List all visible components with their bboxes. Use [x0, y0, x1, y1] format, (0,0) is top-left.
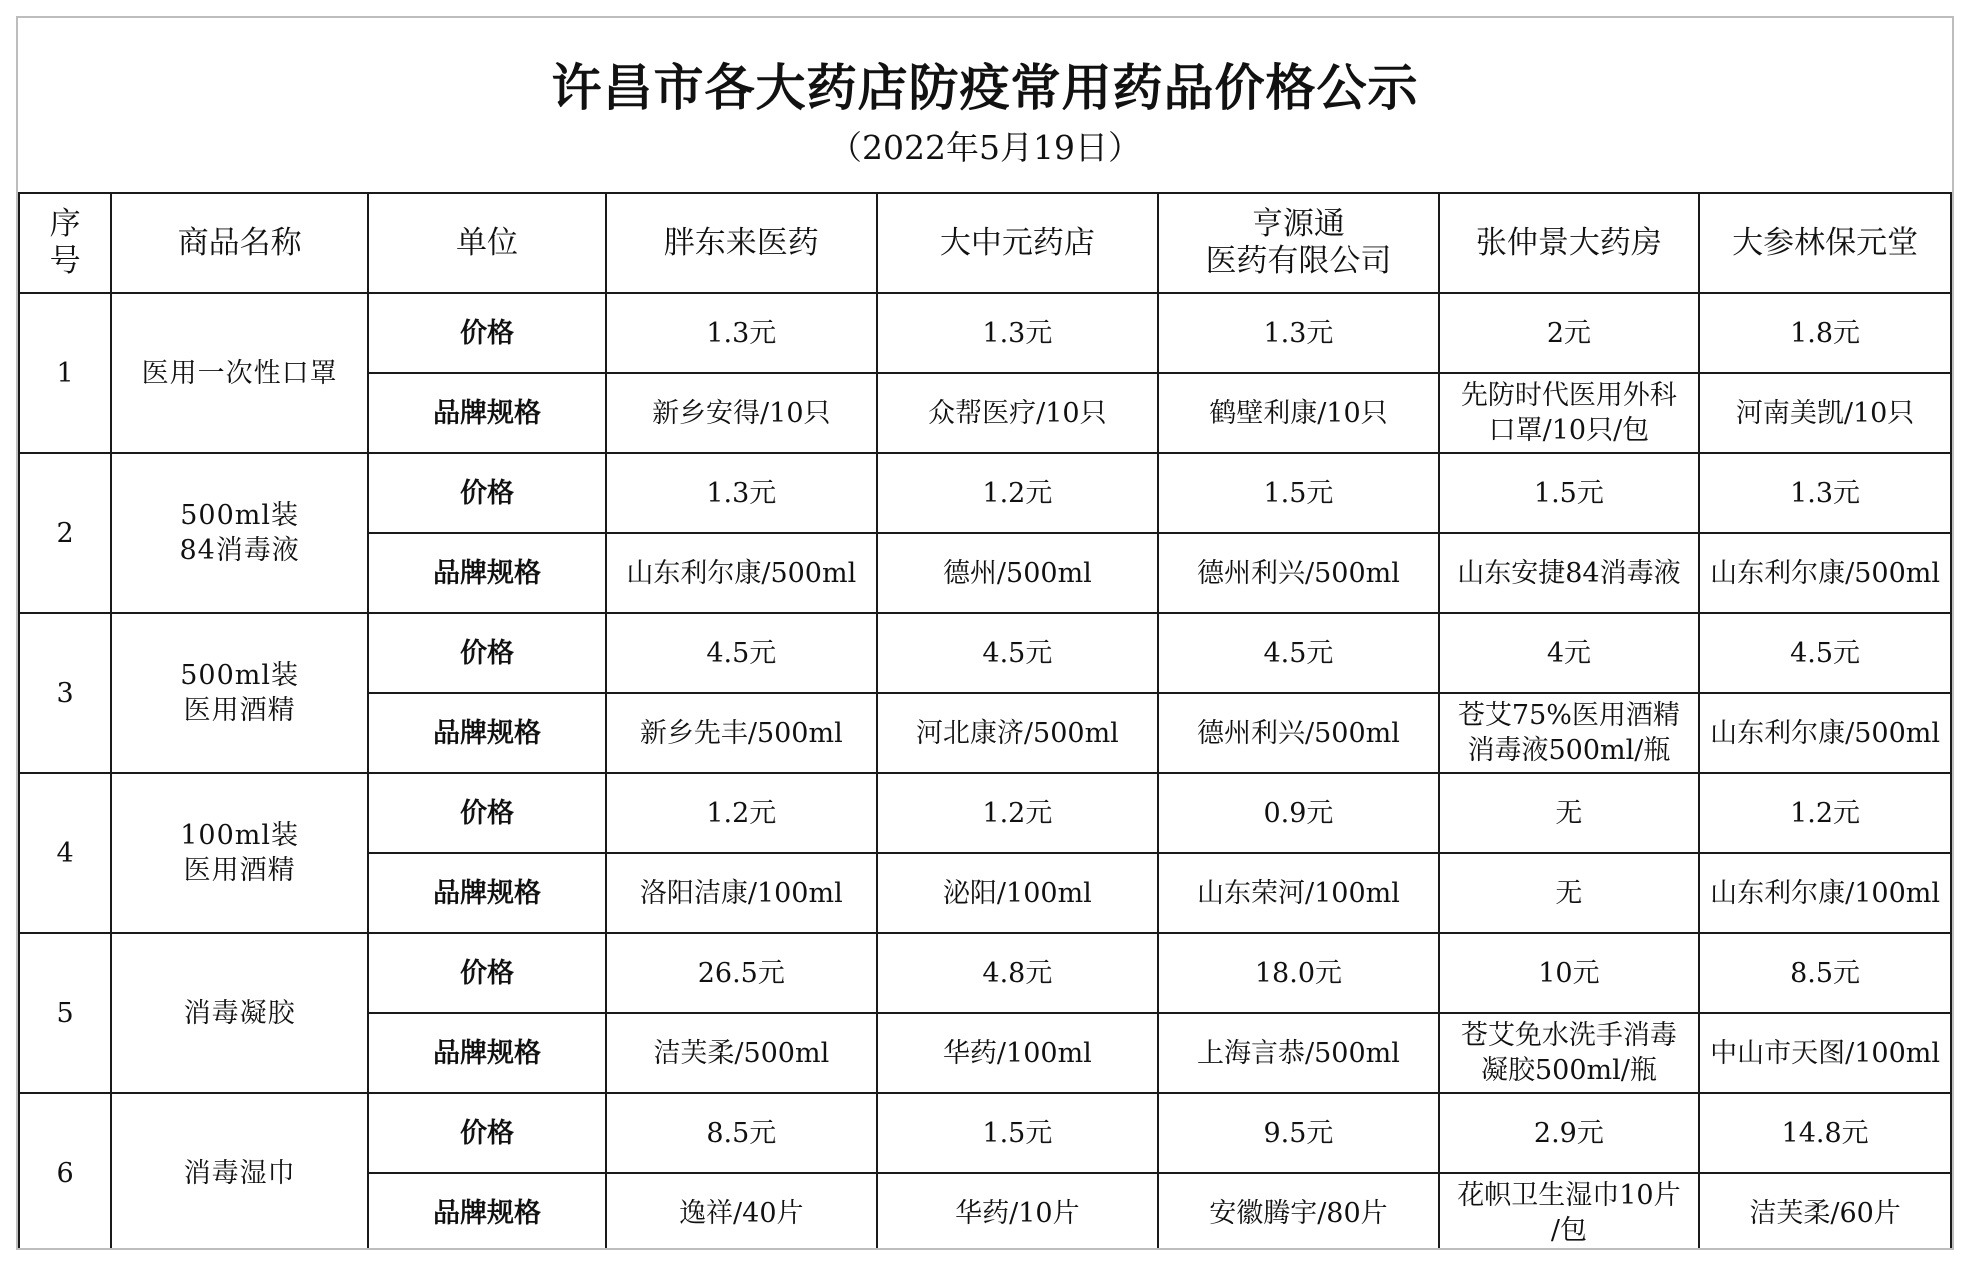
- spec-cell: [1439, 853, 1700, 933]
- spec-line: 先防时代医用外科: [1460, 380, 1677, 411]
- product-name-line: 医用酒精: [183, 855, 296, 886]
- spec-cell: [1439, 693, 1700, 773]
- page-title: 许昌市各大药店防疫常用药品价格公示: [551, 58, 1419, 117]
- spec-line: 众帮医疗/10只: [928, 397, 1107, 429]
- spec-line: 德州利兴/500ml: [1197, 557, 1400, 589]
- product-name-line: 医用一次性口罩: [141, 357, 338, 389]
- row-seq: 4: [19, 773, 111, 933]
- price-cell: 1.3元: [1699, 453, 1951, 533]
- price-cell: 1.5元: [1158, 453, 1438, 533]
- spec-cell: [1158, 533, 1438, 613]
- price-notice-sheet: [16, 16, 1954, 1250]
- price-cell: 2.9元: [1439, 1093, 1700, 1173]
- price-cell: 2元: [1439, 293, 1700, 373]
- spec-line: 凝胶500ml/瓶: [1480, 1055, 1657, 1086]
- spec-line: 花帜卫生湿巾10片: [1457, 1180, 1681, 1211]
- row-product-name: [111, 933, 368, 1093]
- spec-line: 苍艾75%医用酒精: [1457, 700, 1680, 731]
- product-name-line: 消毒湿巾: [183, 1157, 296, 1189]
- spec-line: 上海言恭/500ml: [1197, 1037, 1400, 1069]
- spec-cell: [877, 1173, 1159, 1250]
- spec-cell: [1699, 693, 1951, 773]
- unit-spec-label: 品牌规格: [368, 1013, 606, 1093]
- price-cell: 10元: [1439, 933, 1700, 1013]
- spec-line: 鹤壁利康/10只: [1209, 397, 1388, 429]
- spec-line: 口罩/10只/包: [1488, 415, 1650, 446]
- price-cell: 1.3元: [877, 293, 1159, 373]
- spec-line: 德州利兴/500ml: [1197, 717, 1400, 749]
- spec-cell: [1158, 373, 1438, 453]
- spec-cell: [1158, 1173, 1438, 1250]
- page-date: （2022年5月19日）: [829, 128, 1141, 167]
- spec-line: 安徽腾宇/80片: [1209, 1197, 1388, 1229]
- header-store-line: 张仲景大药房: [1475, 224, 1662, 261]
- price-cell: 1.2元: [877, 773, 1159, 853]
- spec-line: 德州/500ml: [942, 557, 1092, 589]
- spec-cell: [1158, 1013, 1438, 1093]
- spec-line: 无: [1555, 877, 1583, 909]
- price-cell: 4.5元: [606, 613, 876, 693]
- price-cell: 4.5元: [1158, 613, 1438, 693]
- header-store-hengyuantong: [1158, 193, 1438, 293]
- price-cell: 26.5元: [606, 933, 876, 1013]
- spec-line: /包: [1550, 1215, 1587, 1246]
- unit-spec-label: 品牌规格: [368, 693, 606, 773]
- price-cell: 4.5元: [877, 613, 1159, 693]
- price-cell: 8.5元: [606, 1093, 876, 1173]
- spec-cell: [1699, 853, 1951, 933]
- price-cell: 1.2元: [1699, 773, 1951, 853]
- row-product-name: [111, 1093, 368, 1250]
- unit-price-label: 价格: [368, 293, 606, 373]
- product-name-line: 医用酒精: [183, 695, 296, 726]
- price-cell: 8.5元: [1699, 933, 1951, 1013]
- spec-line: 山东利尔康/500ml: [1710, 557, 1941, 589]
- spec-line: 山东安捷84消毒液: [1457, 557, 1681, 589]
- spec-cell: [877, 373, 1159, 453]
- header-store-line: 大参林保元堂: [1732, 224, 1919, 261]
- header-store-line: 胖东来医药: [663, 224, 819, 261]
- header-store-zhangzhongjing: [1439, 193, 1700, 293]
- spec-line: 洁芙柔/60片: [1749, 1197, 1901, 1229]
- unit-price-label: 价格: [368, 933, 606, 1013]
- spec-cell: [1158, 853, 1438, 933]
- price-cell: 0.9元: [1158, 773, 1438, 853]
- spec-line: 山东利尔康/500ml: [626, 557, 857, 589]
- price-cell: 1.5元: [877, 1093, 1159, 1173]
- spec-cell: [1439, 533, 1700, 613]
- unit-price-label: 价格: [368, 613, 606, 693]
- spec-line: 华药/100ml: [942, 1037, 1092, 1069]
- header-seq-line: 序: [49, 206, 81, 242]
- spec-cell: [877, 693, 1159, 773]
- spec-cell: [1699, 1173, 1951, 1250]
- header-store-pangdonglai: [606, 193, 876, 293]
- spec-line: 山东利尔康/100ml: [1710, 877, 1941, 909]
- row-product-name: [111, 293, 368, 453]
- price-cell: 14.8元: [1699, 1093, 1951, 1173]
- spec-cell: [606, 693, 876, 773]
- product-name-line: 500ml装: [180, 660, 299, 691]
- header-store-line: 医药有限公司: [1205, 243, 1392, 279]
- spec-line: 中山市天图/100ml: [1710, 1037, 1941, 1069]
- price-cell: 1.8元: [1699, 293, 1951, 373]
- header-store-line: 大中元药店: [939, 224, 1095, 261]
- unit-spec-label: 品牌规格: [368, 373, 606, 453]
- header-product-name: 商品名称: [111, 193, 368, 293]
- unit-spec-label: 品牌规格: [368, 533, 606, 613]
- product-name-line: 84消毒液: [179, 535, 300, 566]
- spec-cell: [877, 853, 1159, 933]
- row-seq: 3: [19, 613, 111, 773]
- spec-line: 洁芙柔/500ml: [653, 1037, 830, 1069]
- table-row-price: [19, 1093, 1951, 1173]
- spec-cell: [877, 1013, 1159, 1093]
- spec-line: 消毒液500ml/瓶: [1467, 735, 1671, 766]
- spec-line: 山东荣河/100ml: [1197, 877, 1400, 909]
- row-seq: 2: [19, 453, 111, 613]
- header-store-dazhongyuan: [877, 193, 1159, 293]
- price-cell: 9.5元: [1158, 1093, 1438, 1173]
- spec-cell: [1699, 533, 1951, 613]
- price-cell: 1.2元: [606, 773, 876, 853]
- price-cell: 1.3元: [606, 453, 876, 533]
- spec-cell: [1699, 373, 1951, 453]
- spec-line: 新乡先丰/500ml: [639, 717, 843, 749]
- unit-spec-label: 品牌规格: [368, 1173, 606, 1250]
- price-cell: 1.5元: [1439, 453, 1700, 533]
- header-unit: 单位: [368, 193, 606, 293]
- price-cell: 1.3元: [1158, 293, 1438, 373]
- product-name-line: 100ml装: [180, 820, 299, 851]
- row-seq: 1: [19, 293, 111, 453]
- spec-line: 华药/10片: [955, 1197, 1080, 1229]
- row-product-name: [111, 613, 368, 773]
- spec-line: 新乡安得/10只: [652, 397, 831, 429]
- unit-spec-label: 品牌规格: [368, 853, 606, 933]
- spec-line: 河北康济/500ml: [915, 717, 1119, 749]
- spec-line: 山东利尔康/500ml: [1710, 717, 1941, 749]
- price-cell: 4元: [1439, 613, 1700, 693]
- unit-price-label: 价格: [368, 453, 606, 533]
- spec-line: 苍艾免水洗手消毒: [1460, 1020, 1677, 1051]
- price-cell: 无: [1439, 773, 1700, 853]
- price-cell: 4.5元: [1699, 613, 1951, 693]
- spec-cell: [1439, 373, 1700, 453]
- price-cell: 18.0元: [1158, 933, 1438, 1013]
- price-cell: 4.8元: [877, 933, 1159, 1013]
- product-name-line: 500ml装: [180, 500, 299, 531]
- header-row: [19, 193, 1951, 293]
- row-seq: 5: [19, 933, 111, 1093]
- table-row-price: [19, 933, 1951, 1013]
- price-cell: 1.3元: [606, 293, 876, 373]
- header-seq: [19, 193, 111, 293]
- price-table: [18, 192, 1952, 1250]
- header-store-line: 亨源通: [1251, 206, 1345, 242]
- spec-cell: [606, 853, 876, 933]
- spec-line: 逸祥/40片: [679, 1197, 804, 1229]
- row-product-name: [111, 773, 368, 933]
- table-row-price: [19, 293, 1951, 373]
- spec-cell: [606, 373, 876, 453]
- spec-cell: [1158, 693, 1438, 773]
- table-row-price: [19, 453, 1951, 533]
- spec-cell: [877, 533, 1159, 613]
- header-seq-line: 号: [49, 243, 81, 279]
- table-row-price: [19, 773, 1951, 853]
- spec-cell: [606, 533, 876, 613]
- spec-cell: [606, 1013, 876, 1093]
- row-seq: 6: [19, 1093, 111, 1250]
- unit-price-label: 价格: [368, 773, 606, 853]
- table-row-price: [19, 613, 1951, 693]
- spec-line: 泌阳/100ml: [942, 877, 1092, 909]
- price-cell: 1.2元: [877, 453, 1159, 533]
- title-area: [18, 18, 1952, 192]
- unit-price-label: 价格: [368, 1093, 606, 1173]
- header-store-dashenlin: [1699, 193, 1951, 293]
- spec-line: 洛阳洁康/100ml: [639, 877, 843, 909]
- spec-cell: [606, 1173, 876, 1250]
- spec-line: 河南美凯/10只: [1735, 397, 1915, 429]
- spec-cell: [1439, 1013, 1700, 1093]
- row-product-name: [111, 453, 368, 613]
- spec-cell: [1699, 1013, 1951, 1093]
- product-name-line: 消毒凝胶: [183, 997, 296, 1029]
- spec-cell: [1439, 1173, 1700, 1250]
